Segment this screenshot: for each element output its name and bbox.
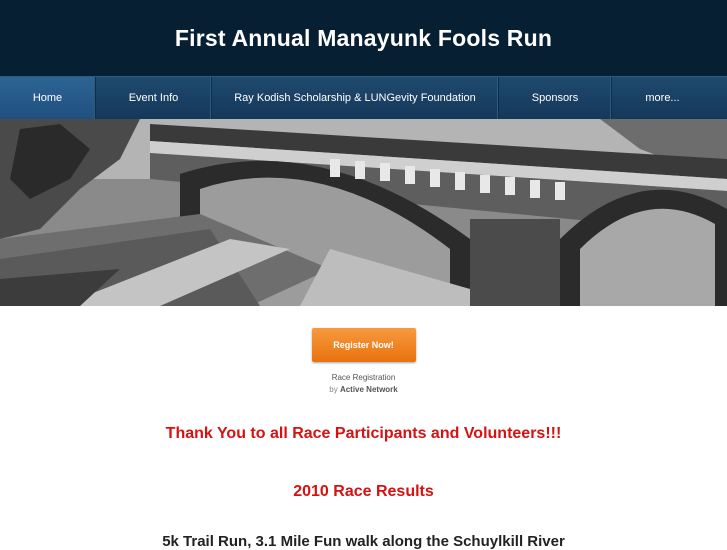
nav-spacer xyxy=(713,77,727,119)
race-description-line: 5k Trail Run, 3.1 Mile Fun walk along the Schuylkill River xyxy=(162,533,565,550)
main-nav xyxy=(0,76,727,119)
active-network-link[interactable]: Active Network xyxy=(339,385,398,394)
thank-you-heading: Thank You to all Race Participants and Volunteers!!! xyxy=(165,425,562,442)
nav-item-sponsors[interactable]: Sponsors xyxy=(499,77,612,119)
nav-item-scholarship[interactable]: Ray Kodish Scholarship & LUNGevity Foundation xyxy=(212,77,499,119)
registration-caption-by: by xyxy=(329,385,338,394)
bridge-river-illustration xyxy=(0,119,727,306)
nav-item-home[interactable]: Home xyxy=(0,77,96,119)
site-title: First Annual Manayunk Fools Run xyxy=(174,24,553,51)
registration-caption xyxy=(0,372,727,396)
hero-image xyxy=(0,119,727,306)
register-now-button[interactable]: Register Now! xyxy=(312,328,416,362)
main-content xyxy=(0,328,727,550)
registration-caption-title[interactable]: Race Registration xyxy=(331,373,396,382)
nav-item-more[interactable]: more... xyxy=(645,92,680,104)
race-results-heading: 2010 Race Results xyxy=(293,483,434,500)
registration-caption-provider xyxy=(0,384,727,396)
nav-item-event-info[interactable]: Event Info xyxy=(96,77,212,119)
site-header xyxy=(0,0,727,76)
